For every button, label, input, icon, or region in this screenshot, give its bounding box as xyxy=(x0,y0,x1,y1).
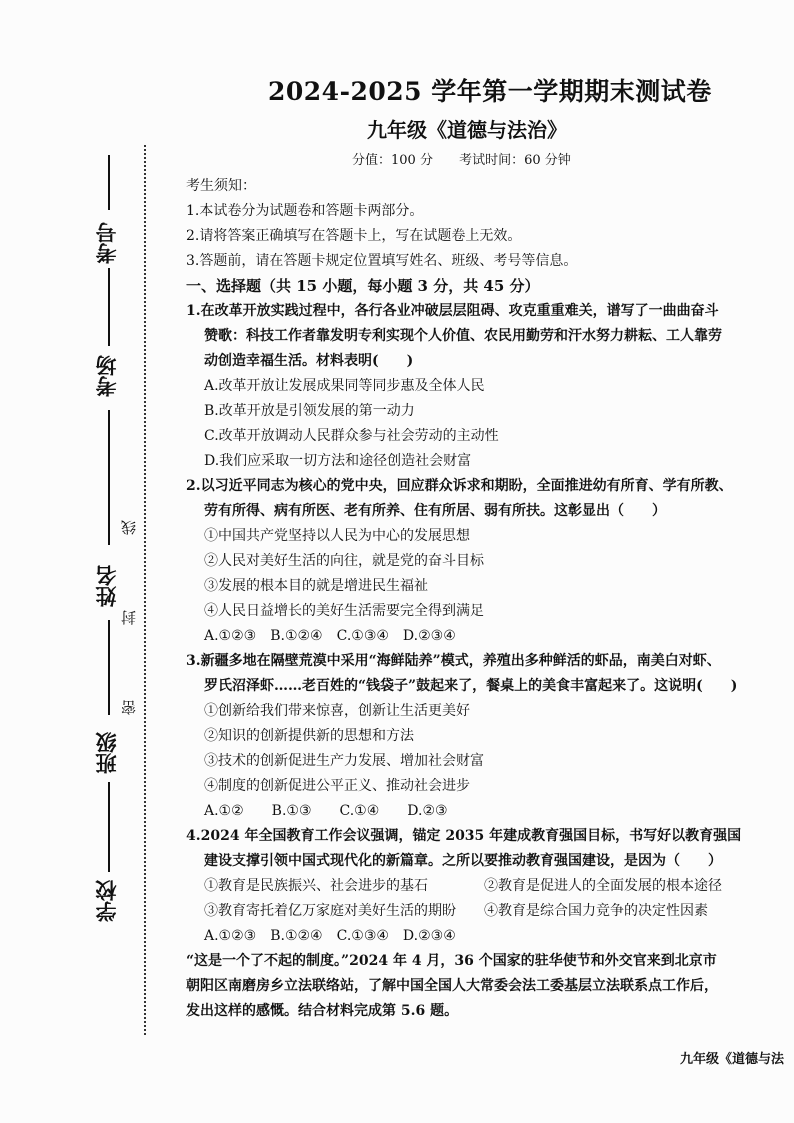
exam-content xyxy=(186,174,776,1024)
material-text: “这是一个了不起的制度。”2024 年 4 月，36 个国家的驻华使节和外交官来到北京市 xyxy=(186,953,717,969)
statement-item: ④人民日益增长的美好生活需要完全得到满足 xyxy=(204,603,484,619)
option: D.我们应采取一切方法和途径创造社会财富 xyxy=(204,453,472,469)
answer-choices: A.①② B.①③ C.①④ D.②③ xyxy=(204,803,448,819)
exam-subtitle: 九年级《道德与法治》 xyxy=(367,118,567,142)
exam-number-label: 考号 xyxy=(94,222,119,264)
seal-line-char: 线 xyxy=(120,520,138,535)
time-label: 考试时间：60 分钟 xyxy=(459,153,571,168)
question-stem: 动创造幸福生活。材料表明( ) xyxy=(204,353,414,369)
exam-room-line xyxy=(108,268,110,346)
notice-heading: 考生须知： xyxy=(186,178,256,194)
option: B.改革开放是引领发展的第一动力 xyxy=(204,403,415,419)
question-stem: 罗氏沼泽虾……老百姓的“钱袋子”鼓起来了，餐桌上的美食丰富起来了。这说明( ) xyxy=(204,678,738,694)
exam-room-label: 考场 xyxy=(94,355,119,397)
seal-secret-char: 密 xyxy=(120,700,138,715)
binding-dotted-line xyxy=(144,145,146,1035)
notice-item: 3.答题前，请在答题卡规定位置填写姓名、班级、考号等信息。 xyxy=(186,253,578,269)
exam-number-line xyxy=(108,155,110,210)
statement-item: ②人民对美好生活的向往，就是党的奋斗目标 xyxy=(204,553,484,569)
question-stem: 赞歌：科技工作者靠发明专利实现个人价值、农民用勤劳和汗水努力耕耘、工人靠劳 xyxy=(204,328,722,344)
notice-item: 2.请将答案正确填写在答题卡上，写在试题卷上无效。 xyxy=(186,228,522,244)
option: A.改革开放让发展成果同等同步惠及全体人民 xyxy=(204,378,485,394)
statement-pair xyxy=(186,874,776,899)
question-stem: 3.新疆多地在隔壁荒漠中采用“海鲜陆养”模式，养殖出多种鲜活的虾品，南美白对虾、 xyxy=(186,653,721,669)
question-stem: 4.2024 年全国教育工作会议强调，锚定 2035 年建成教育强国目标，书写好以教育强国 xyxy=(186,828,742,844)
statement-item: ③技术的创新促进生产力发展、增加社会财富 xyxy=(204,753,484,769)
answer-choices: A.①②③ B.①②④ C.①③④ D.②③④ xyxy=(204,928,456,944)
statement-item: ②教育是促进人的全面发展的根本途径 xyxy=(484,878,722,894)
class-line xyxy=(108,620,110,715)
name-line xyxy=(108,410,110,545)
question-stem: 2.以习近平同志为核心的党中央，回应群众诉求和期盼，全面推进幼有所育、学有所教、 xyxy=(186,478,733,494)
score-label: 分值：100 分 xyxy=(352,153,433,168)
exam-meta xyxy=(352,149,571,168)
statement-item: ④教育是综合国力竞争的决定性因素 xyxy=(484,903,708,919)
section-heading: 一、选择题（共 15 小题，每小题 3 分，共 45 分） xyxy=(186,277,540,295)
statement-item: ②知识的创新提供新的思想和方法 xyxy=(204,728,414,744)
question-stem: 劳有所得、病有所医、老有所养、住有所居、弱有所扶。这彰显出（ ） xyxy=(204,503,666,519)
statement-item: ①中国共产党坚持以人民为中心的发展思想 xyxy=(204,528,470,544)
material-text: 朝阳区南磨房乡立法联络站，了解中国全国人大常委会法工委基层立法联系点工作后， xyxy=(186,978,718,994)
question-stem: 1.在改革开放实践过程中，各行各业冲破层层阻碍、攻克重重难关，谱写了一曲曲奋斗 xyxy=(186,303,719,319)
exam-title: 2024-2025 学年第一学期期末测试卷 xyxy=(268,77,712,106)
notice-item: 1.本试卷分为试题卷和答题卡两部分。 xyxy=(186,203,424,219)
class-label: 班级 xyxy=(94,732,119,774)
answer-choices: A.①②③ B.①②④ C.①③④ D.②③④ xyxy=(204,628,456,644)
statement-pair xyxy=(186,899,776,924)
statement-item: ①教育是民族振兴、社会进步的基石 xyxy=(204,878,428,894)
question-stem: 建设支撑引领中国式现代化的新篇章。之所以要推动教育强国建设，是因为（ ） xyxy=(204,853,722,869)
option: C.改革开放调动人民群众参与社会劳动的主动性 xyxy=(204,428,499,444)
statement-item: ③发展的根本目的就是增进民生福祉 xyxy=(204,578,428,594)
statement-item: ①创新给我们带来惊喜，创新让生活更美好 xyxy=(204,703,470,719)
statement-item: ③教育寄托着亿万家庭对美好生活的期盼 xyxy=(204,903,456,919)
school-line xyxy=(108,782,110,872)
statement-item: ④制度的创新促进公平正义、推动社会进步 xyxy=(204,778,470,794)
school-label: 学校 xyxy=(94,880,119,922)
material-text: 发出这样的感慨。结合材料完成第 5.6 题。 xyxy=(186,1003,459,1019)
seal-seal-char: 封 xyxy=(120,610,138,625)
page-footer-label: 九年级《道德与法 xyxy=(680,1052,785,1067)
name-label: 姓名 xyxy=(94,565,119,607)
